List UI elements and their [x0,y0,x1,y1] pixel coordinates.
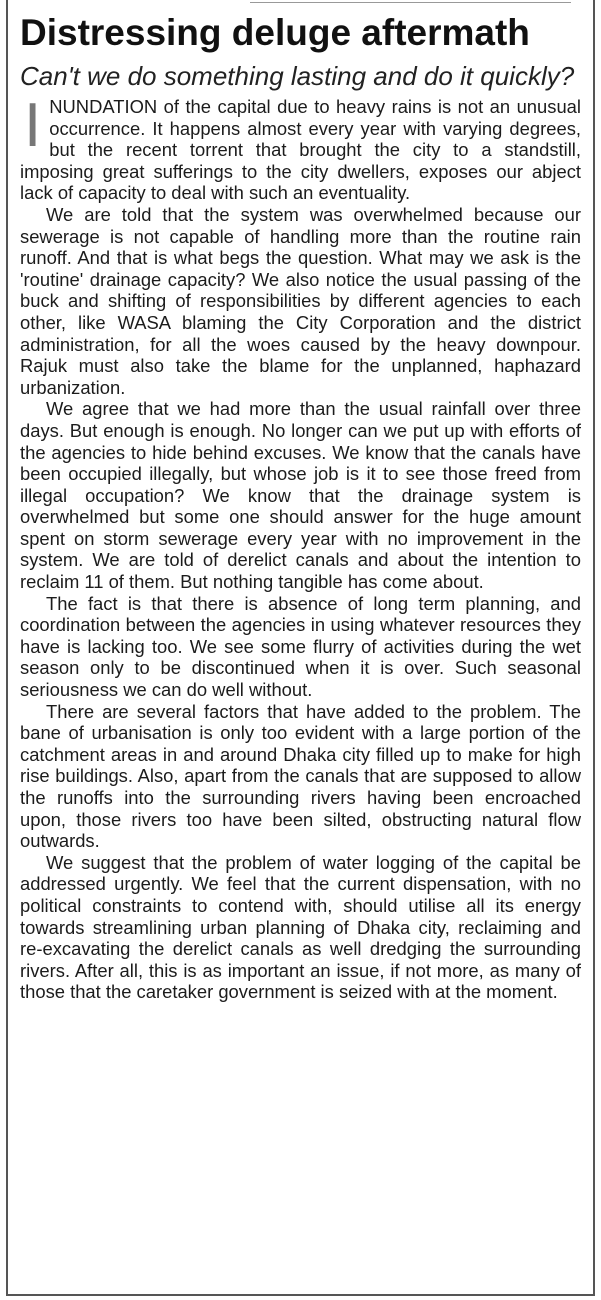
drop-cap: I [24,91,42,160]
paragraph-4: The fact is that there is absence of long term planning, and coordination between the agencies in using whatever resources they have is lacking too. We see some flurry of activities during the wet season only to be discontinued when it is over. Such seasonal seriousness we can do well without. [20,592,581,701]
article-body [20,91,581,1003]
paragraph-text: NUNDATION of the capital due to heavy rains is not an unusual occurrence. It happens almost every year with varying degrees, but the recent torrent that brought the city to a standstill, imposing great sufferings to the city dwellers, exposes our abject lack of capacity to deal with such an eventuality. [20,96,581,204]
paragraph-6: We suggest that the problem of water logging of the capital be addressed urgently. We feel that the current dispensation, with no political constraints to contend with, should utilise all its energy towards streamlining urban planning of Dhaka city, reclaiming and re-excavating the derelict canals as well dredging the surrounding rivers. After all, this is as important an issue, if not more, as many of those that the caretaker government is seized with at the moment. [20,851,581,1003]
editorial-article [20,12,581,1003]
headline: Distressing deluge aftermath [20,12,530,53]
subheadline: Can't we do something lasting and do it quickly? [20,61,575,91]
paragraph-2: We are told that the system was overwhelmed because our sewerage is not capable of handling more than the routine rain runoff. And that is what begs the question. What may we ask is the 'routine' drainage capacity? We also notice the usual passing of the buck and shifting of responsibilities by different agencies to each other, like WASA blaming the City Corporation and the district administration, for all the woes caused by the heavy downpour. Rajuk must also take the blame for the unplanned, haphazard urbanization. [20,203,581,398]
top-rule [250,2,571,3]
paragraph-1 [20,91,581,204]
paragraph-5: There are several factors that have added to the problem. The bane of urbanisation is only too evident with a large portion of the catchment areas in and around Dhaka city filled up to make for high rise buildings. Also, apart from the canals that are supposed to allow the runoffs into the surrounding rivers having been encroached upon, those rivers too have been silted, obstructing natural flow outwards. [20,700,581,852]
paragraph-3: We agree that we had more than the usual rainfall over three days. But enough is enough. No longer can we put up with efforts of the agencies to hide behind excuses. We know that the canals have been occupied illegally, but whose job is it to see those freed from illegal occupation? We know that the drainage system is overwhelmed but some one should answer for the huge amount spent on storm sewerage every year with no improvement in the system. We are told of derelict canals and about the intention to reclaim 11 of them. But nothing tangible has come about. [20,398,581,593]
